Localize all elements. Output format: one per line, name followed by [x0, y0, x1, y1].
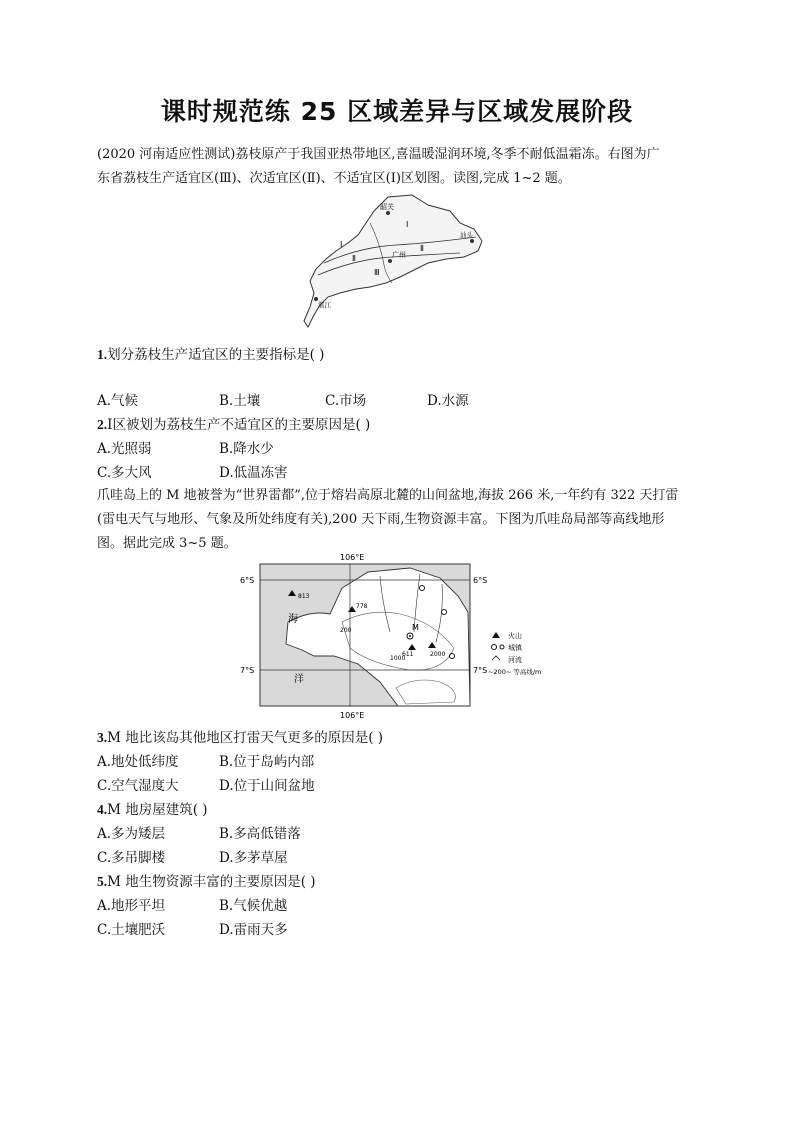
legend-river: 河流: [508, 656, 522, 664]
legend-volcano-icon: [492, 632, 500, 638]
question-1-option-a: A.气候: [97, 393, 139, 409]
passage-2: [97, 484, 697, 556]
legend-town: 城镇: [508, 644, 522, 652]
question-4-text: M 地房屋建筑( ): [107, 802, 208, 818]
map1-label-zone-1-west: Ⅰ: [340, 240, 343, 249]
question-3: [97, 726, 383, 746]
map2-sea-label: 海: [288, 614, 298, 625]
question-4-option-b: B.多高低错落: [219, 826, 301, 842]
passage-2-line-3: 图。据此完成 3~5 题。: [97, 536, 237, 551]
map2-bottom-lon: 106°E: [340, 711, 365, 720]
map2-contour-1000: 1000: [390, 655, 406, 662]
map2-top-lon: 106°E: [340, 553, 365, 562]
question-5-option-c: C.土壤肥沃: [97, 922, 166, 938]
question-4-option-d: D.多茅草屋: [219, 850, 288, 866]
map2-lat-6-right: 6°S: [473, 576, 488, 585]
question-5-option-a: A.地形平坦: [97, 898, 166, 914]
question-2-option-d: D.低温冻害: [219, 465, 288, 481]
guangdong-litchi-zone-map: [300, 193, 500, 331]
question-2-option-c: C.多大风: [97, 465, 152, 481]
question-3-text: M 地比该岛其他地区打雷天气更多的原因是( ): [107, 730, 384, 746]
page-title: 课时规范练 25 区域差异与区域发展阶段: [160, 97, 634, 126]
question-5-option-b: B.气候优越: [219, 898, 288, 914]
question-5-number: 5.: [97, 874, 108, 889]
map2-lat-7-left: 7°S: [240, 666, 255, 675]
question-3-option-b: B.位于岛屿内部: [219, 754, 315, 770]
map1-label-guangzhou: 广州: [392, 251, 406, 259]
legend-river-icon: [492, 656, 500, 660]
question-2-option-a: A.光照弱: [97, 441, 152, 457]
question-2-option-b: B.降水少: [219, 441, 274, 457]
java-contour-map: [230, 552, 550, 722]
legend-volcano: 火山: [508, 632, 522, 640]
map2-lat-7-right: 7°S: [473, 666, 488, 675]
question-3-option-c: C.空气湿度大: [97, 778, 179, 794]
question-1-number: 1.: [97, 347, 108, 362]
map1-label-shantou: 汕头: [460, 231, 473, 239]
question-4: [97, 798, 208, 818]
question-5-text: M 地生物资源丰富的主要原因是( ): [107, 874, 316, 890]
question-3-option-a: A.地处低纬度: [97, 754, 179, 770]
question-5: [97, 870, 316, 890]
question-3-number: 3.: [97, 730, 108, 745]
question-4-option-c: C.多吊脚楼: [97, 850, 166, 866]
question-4-option-a: A.多为矮层: [97, 826, 166, 842]
passage-1-line-2: 东省荔枝生产适宜区(Ⅲ)、次适宜区(Ⅱ)、不适宜区(Ⅰ)区划图。读图,完成 1~2 题。: [97, 171, 571, 186]
question-1-text: 划分荔枝生产适宜区的主要指标是( ): [107, 347, 325, 363]
passage-2-line-1: 爪哇岛上的 M 地被誉为“世界雷都”,位于熔岩高原北麓的山间盆地,海拔 266 米,一年约有 322 天打雷: [97, 488, 679, 503]
map2-peak-778: 778: [356, 603, 368, 610]
passage-1-line-1: (2020 河南适应性测试)荔枝原产于我国亚热带地区,喜温暖湿润环境,冬季不耐低温霜冻。右图为广: [97, 147, 660, 162]
question-2: [97, 413, 370, 433]
map1-label-zone-2-west: Ⅱ: [352, 254, 356, 263]
map1-label-zone-1: Ⅰ: [406, 220, 409, 229]
passage-2-line-2: (雷电天气与地形、气象及所处纬度有关),200 天下雨,生物资源丰富。下图为爪哇岛局部等高线地形: [97, 512, 665, 527]
map2-point-m: M: [412, 623, 419, 632]
map1-label-zhanjiang: 湛江: [318, 301, 331, 309]
map2-peak-2000: 2000: [430, 651, 446, 658]
map1-label-zone-3: Ⅲ: [374, 268, 380, 277]
legend-town-icon: [492, 645, 497, 650]
map2-ocean-label: 洋: [294, 674, 304, 685]
question-1-option-b: B.土壤: [219, 393, 261, 409]
question-2-number: 2.: [97, 417, 108, 432]
question-1: [97, 343, 324, 363]
question-1-option-c: C.市场: [325, 393, 367, 409]
map2-peak-813: 813: [298, 593, 310, 600]
question-4-number: 4.: [97, 802, 108, 817]
question-5-option-d: D.雷雨天多: [219, 922, 288, 938]
city-marker-shaoguan: [386, 211, 390, 215]
question-3-option-d: D.位于山间盆地: [219, 778, 315, 794]
map2-lat-6-left: 6°S: [240, 576, 255, 585]
passage-1: [97, 143, 697, 191]
map1-label-shaoguan: 韶关: [380, 203, 394, 211]
city-marker-guangzhou: [388, 259, 392, 263]
map2-peak-611: 611: [402, 651, 414, 658]
city-marker-shantou: [470, 239, 474, 243]
map1-label-zone-2: Ⅱ: [420, 244, 424, 253]
question-2-text: Ⅰ区被划为荔枝生产不适宜区的主要原因是( ): [107, 417, 371, 433]
legend-contour: ~200~ 等高线/m: [488, 668, 542, 676]
question-1-option-d: D.水源: [427, 393, 469, 409]
map2-contour-200: 200: [340, 627, 352, 634]
